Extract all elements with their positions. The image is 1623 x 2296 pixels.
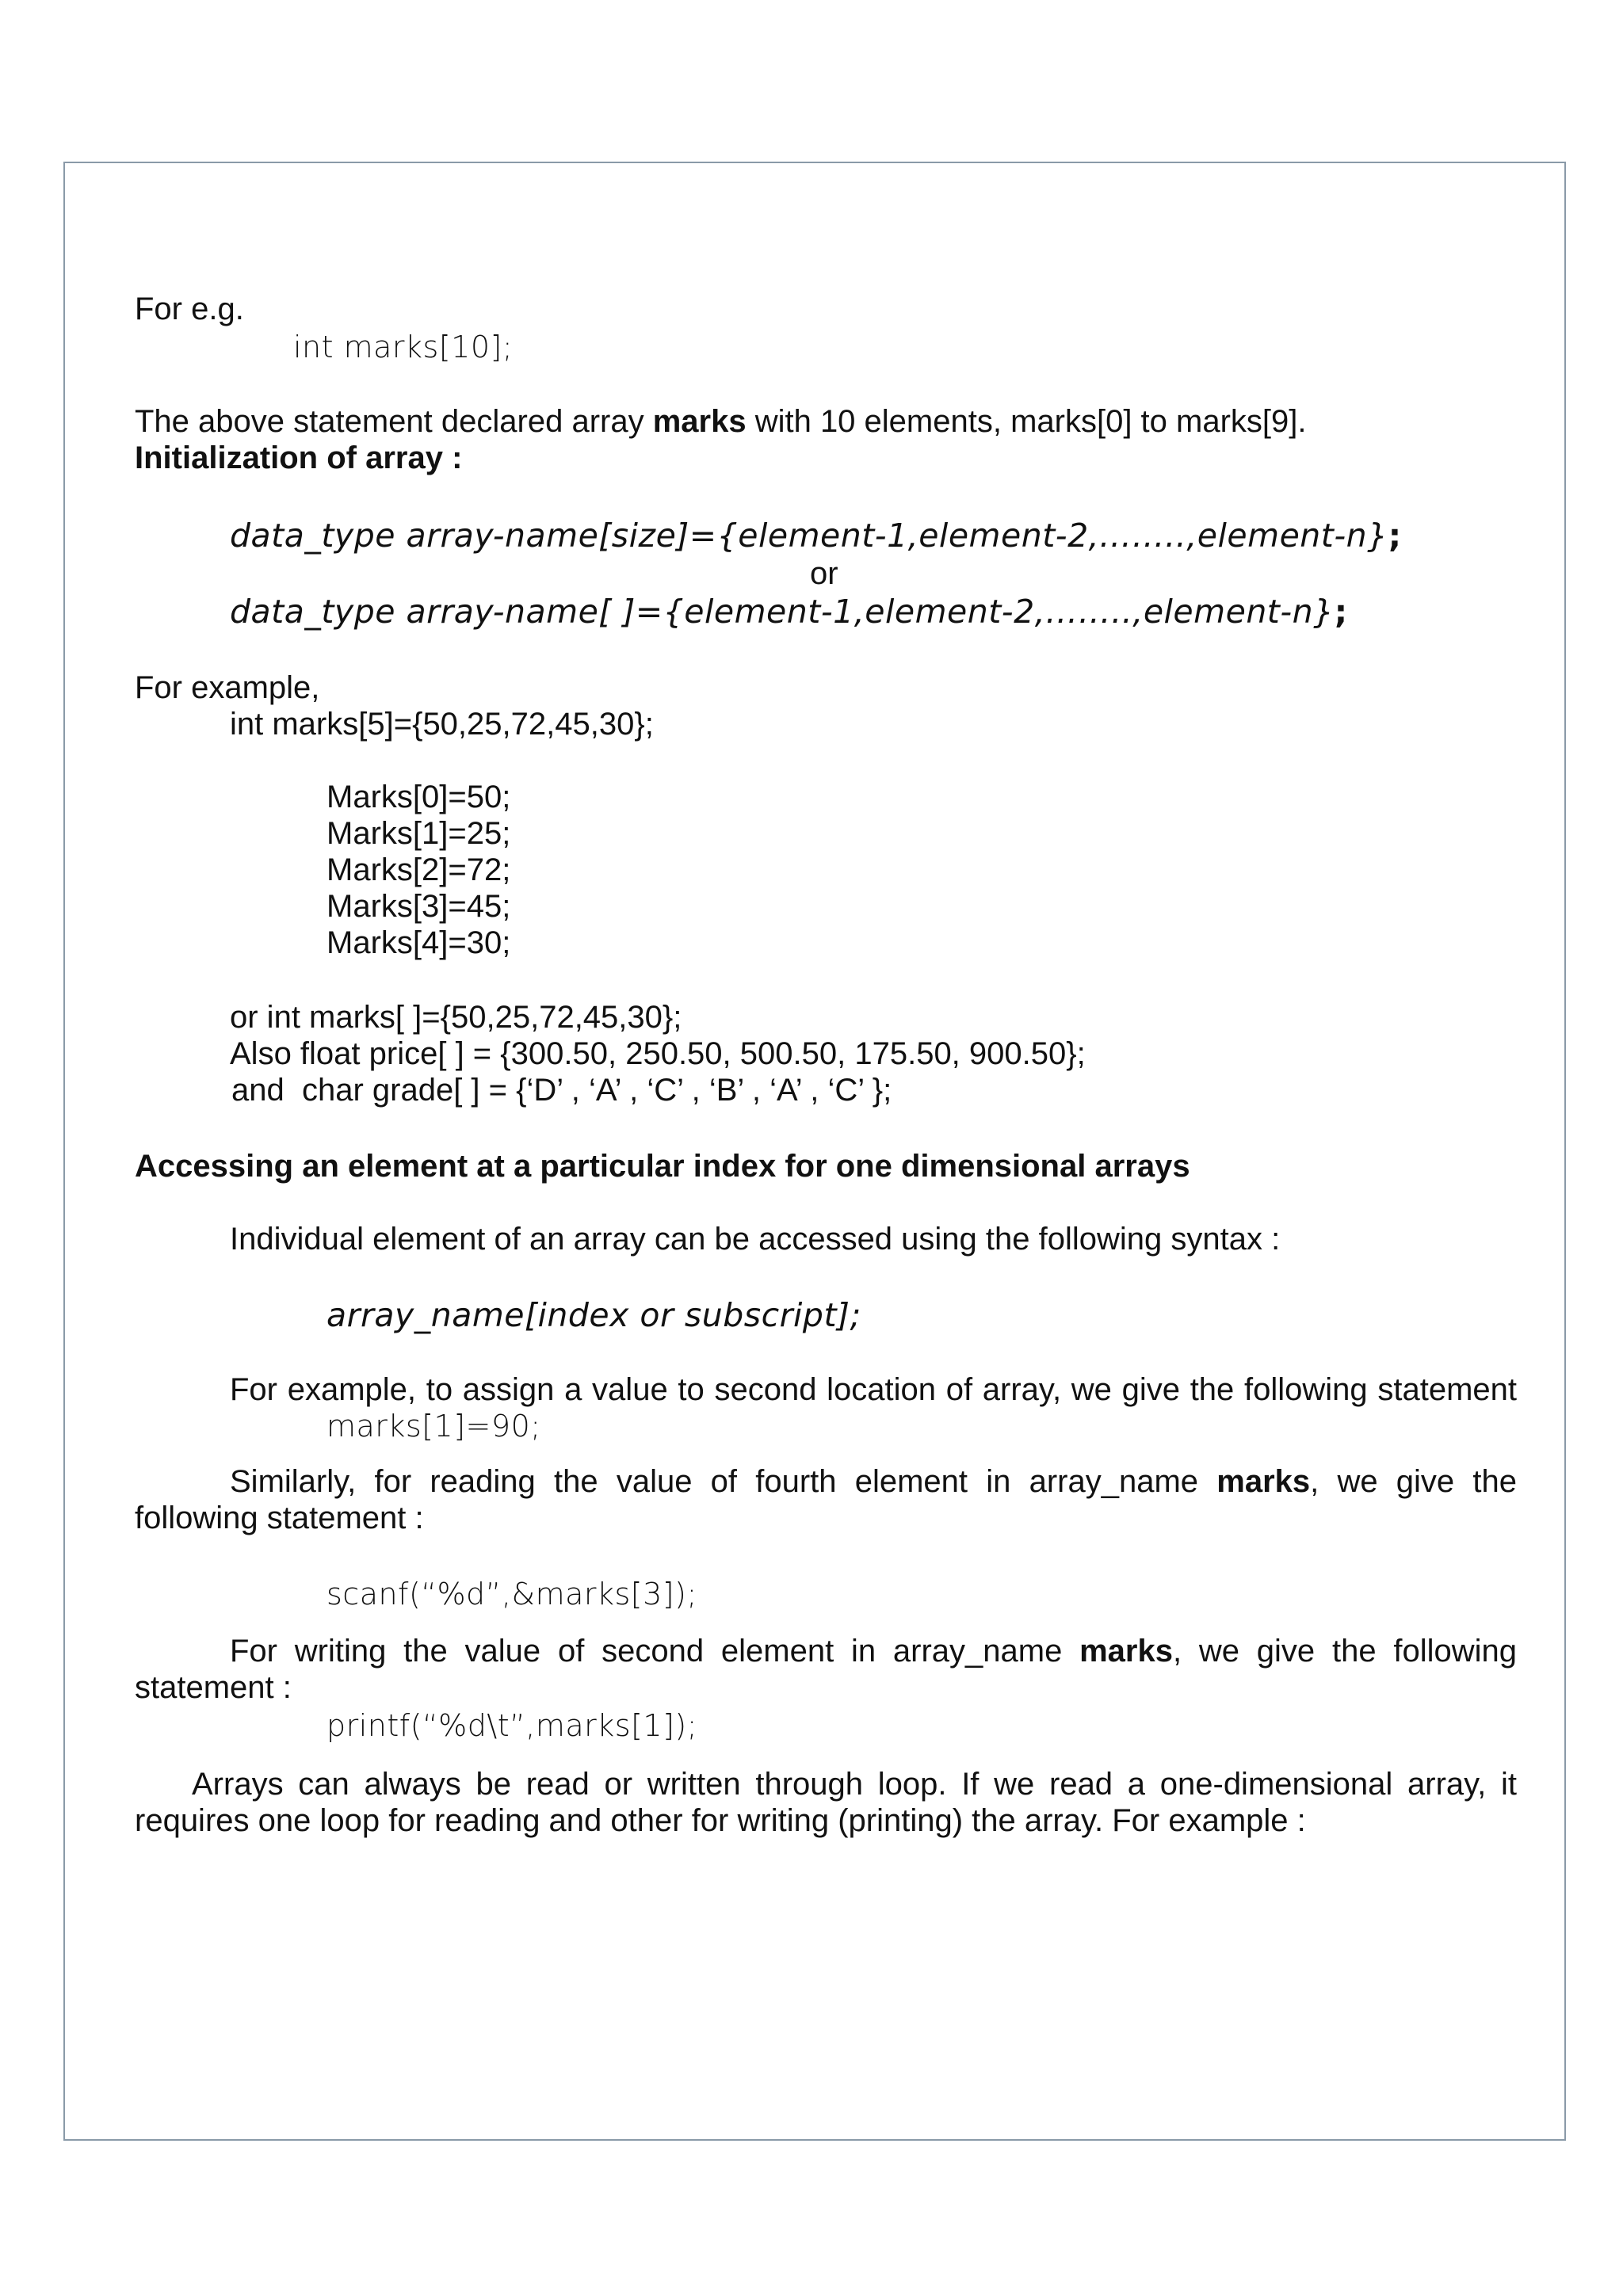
bold-marks: marks xyxy=(1216,1464,1311,1499)
code-scanf: scanf(“%d”,&marks[3]); xyxy=(327,1577,697,1611)
bold-marks: marks xyxy=(1079,1634,1173,1669)
init-heading: Initialization of array : xyxy=(135,441,463,475)
access-heading: Accessing an element at a particular index for one dimensional arrays xyxy=(135,1149,1190,1184)
bold-marks: marks xyxy=(652,404,747,439)
arrays-paragraph-line1: Arrays can always be read or written through loop. If we read a one-dimensional array, it xyxy=(192,1767,1517,1802)
code-char-grade: and char grade[ ] = {‘D’ , ‘A’ , ‘C’ , ‘B’ , ‘A’ , ‘C’ }; xyxy=(231,1073,892,1108)
marks-value-2: Marks[2]=72; xyxy=(327,852,511,887)
arrays-paragraph-line2: requires one loop for reading and other for writing (printing) the array. For example : xyxy=(135,1803,1306,1838)
writing-text-line2: statement : xyxy=(135,1670,292,1705)
code-or-int-marks: or int marks[ ]={50,25,72,45,30}; xyxy=(230,1000,682,1035)
individual-element-text: Individual element of an array can be accessed using the following syntax : xyxy=(230,1222,1281,1257)
code-float-price: Also float price[ ] = {300.50, 250.50, 500.50, 175.50, 900.50}; xyxy=(230,1036,1086,1071)
syntax-with-size: data_type array-name[size]={element-1,element-2,……..,element-n}; xyxy=(230,517,1402,555)
code-int-marks10: int marks[10]; xyxy=(293,330,514,364)
similarly-text-line2: following statement : xyxy=(135,1501,424,1535)
marks-value-3: Marks[3]=45; xyxy=(327,889,511,924)
code-printf: printf(“%d\t”,marks[1]); xyxy=(327,1708,698,1743)
writing-text-line1: For writing the value of second element in array_name marks, we give the following xyxy=(230,1634,1517,1669)
code-int-marks5: int marks[5]={50,25,72,45,30}; xyxy=(230,707,654,742)
code-array-name-syntax: array_name[index or subscript]; xyxy=(327,1296,861,1334)
marks-value-0: Marks[0]=50; xyxy=(327,780,511,814)
similarly-text-line1: Similarly, for reading the value of fourth element in array_name marks, we give the xyxy=(230,1464,1517,1499)
marks-value-1: Marks[1]=25; xyxy=(327,816,511,851)
declared-sentence: The above statement declared array marks with 10 elements, marks[0] to marks[9]. xyxy=(135,404,1307,439)
assign-example-text: For example, to assign a value to second location of array, we give the following statement xyxy=(230,1372,1517,1407)
for-example-label: For example, xyxy=(135,670,320,705)
marks-value-4: Marks[4]=30; xyxy=(327,925,511,960)
or-separator: or xyxy=(810,556,838,591)
code-marks1-90: marks[1]=90; xyxy=(327,1409,541,1444)
for-eg-label: For e.g. xyxy=(135,292,244,326)
syntax-without-size: data_type array-name[ ]={element-1,element-2,……..,element-n}; xyxy=(230,593,1348,631)
